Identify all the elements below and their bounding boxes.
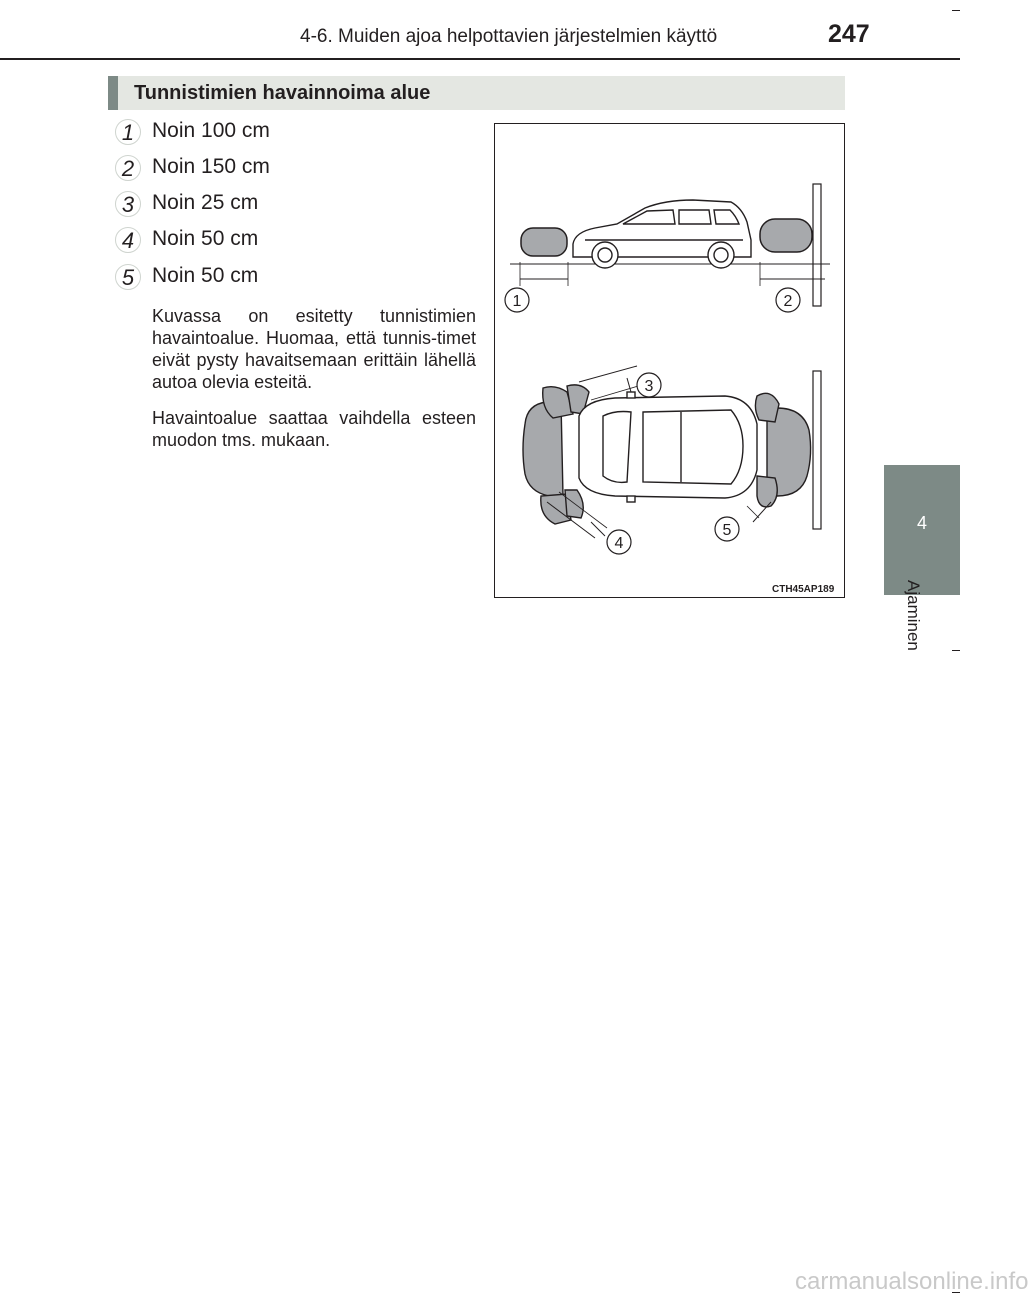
callout-4-label: 4 <box>614 535 624 552</box>
callout-1-label: 1 <box>512 293 522 310</box>
car-side-view-icon <box>573 200 751 268</box>
item-text: Noin 25 cm <box>152 191 259 214</box>
crop-mark <box>952 10 960 11</box>
rear-detection-zone <box>760 219 812 252</box>
chapter-number: 4 <box>916 513 927 533</box>
dimension-line-side <box>579 366 637 382</box>
callout-3-label: 3 <box>644 378 654 395</box>
header-title: 4-6. Muiden ajoa helpottavien järjestelmien käyttö <box>300 26 718 47</box>
page-number: 247 <box>828 20 870 48</box>
wall-obstacle <box>813 371 821 529</box>
wall-obstacle <box>813 184 821 306</box>
callout-2-label: 2 <box>783 293 793 310</box>
callout-5-label: 5 <box>722 522 732 539</box>
item-text: Noin 50 cm <box>152 227 259 250</box>
crop-mark <box>952 650 960 651</box>
sensor-range-figure <box>494 123 845 598</box>
item-text: Noin 50 cm <box>152 264 259 287</box>
item-number-badge: 1 <box>115 119 141 145</box>
item-text: Noin 150 cm <box>152 155 270 178</box>
section-title: Tunnistimien havainnoima alue <box>134 82 431 104</box>
front-detection-zone <box>521 228 567 256</box>
item-number-badge: 4 <box>115 227 141 253</box>
chapter-tab[interactable] <box>884 465 960 595</box>
car-top-view-icon <box>579 392 757 502</box>
watermark: carmanualsonline.info <box>795 1268 1028 1295</box>
item-number-badge: 2 <box>115 155 141 181</box>
item-number-badge: 5 <box>115 264 141 290</box>
chapter-label: Ajaminen <box>904 580 923 651</box>
body-paragraph: Havaintoalue saattaa vaihdella esteen muodon tms. mukaan. <box>152 408 476 450</box>
figure-code: CTH45AP189 <box>772 584 835 595</box>
body-paragraph: Kuvassa on esitetty tunnistimien havaintoalue. Huomaa, että tunnis-timet eivät pysty havaitsemaan erittäin lähellä autoa olevia esteitä. <box>152 306 476 392</box>
sensor-diagram <box>495 124 844 597</box>
section-header <box>108 76 845 110</box>
item-number-badge: 3 <box>115 191 141 217</box>
item-text: Noin 100 cm <box>152 119 270 142</box>
header-rule <box>0 58 960 60</box>
